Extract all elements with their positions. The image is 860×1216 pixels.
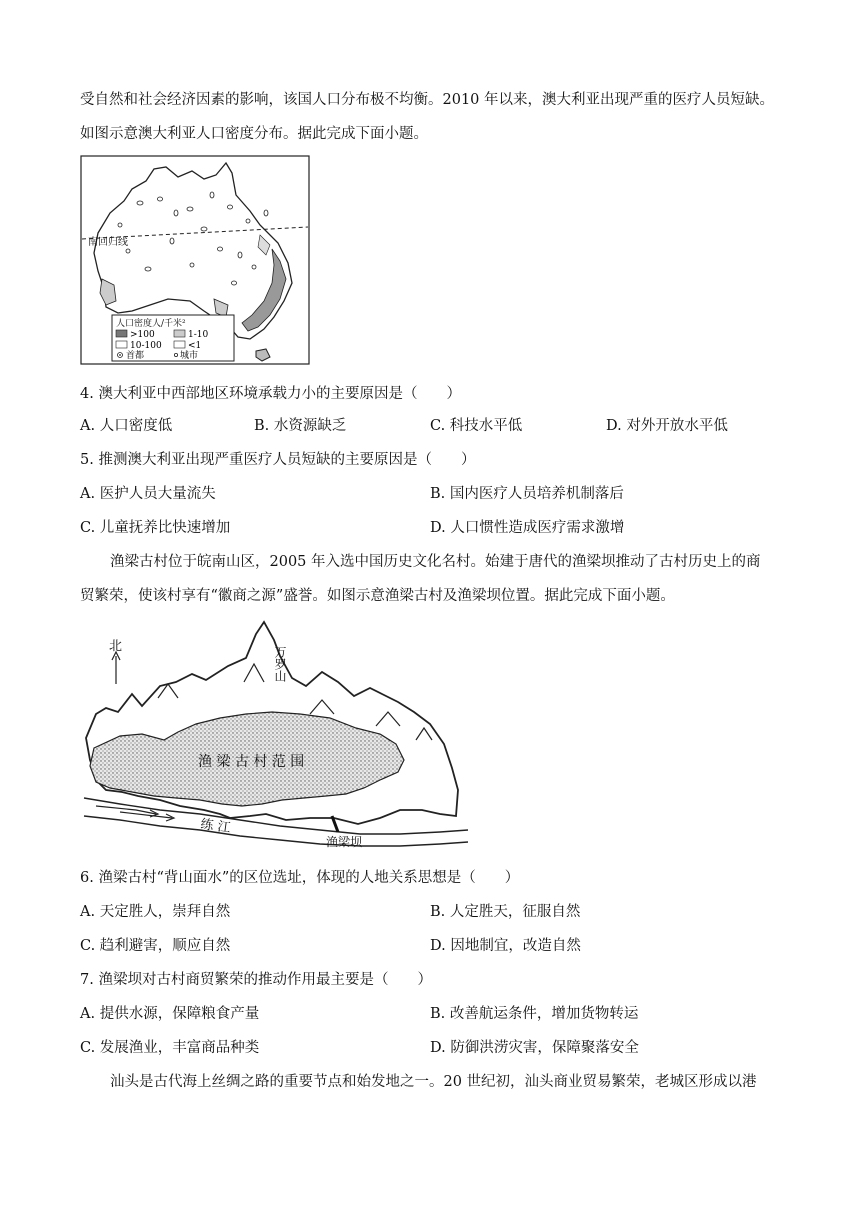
village-label: 渔 梁 古 村 范 围 — [198, 754, 305, 770]
intro-text-line: 渔梁古村位于皖南山区，2005 年入选中国历史文化名村。始建于唐代的渔梁坝推动了古村历史上的商 — [110, 554, 761, 570]
dam-label: 渔梁坝 — [326, 835, 363, 849]
option-b: B. 改善航运条件，增加货物转运 — [430, 1006, 639, 1022]
option-b: B. 人定胜天，征服自然 — [430, 904, 581, 920]
tropic-label: 南回归线 — [88, 237, 128, 248]
option-c: C. 趋利避害，顺应自然 — [80, 938, 231, 954]
option-d: D. 对外开放水平低 — [606, 418, 728, 434]
intro-text-line: 汕头是古代海上丝绸之路的重要节点和始发地之一。20 世纪初，汕头商业贸易繁荣，老城区形成以港 — [110, 1074, 757, 1090]
legend-item: 城市 — [180, 351, 199, 361]
option-a: A. 天定胜人，崇拜自然 — [80, 904, 231, 920]
question-stem: 6. 渔梁古村“背山面水”的区位选址，体现的人地关系思想是（ ） — [80, 870, 520, 886]
option-b: B. 国内医疗人员培养机制落后 — [430, 486, 624, 502]
option-a: A. 人口密度低 — [80, 418, 173, 434]
option-b: B. 水资源缺乏 — [254, 418, 347, 434]
option-d: D. 人口惯性造成医疗需求激增 — [430, 520, 625, 536]
legend-title: 人口密度人/千米² — [116, 319, 186, 329]
australia-density-map — [80, 155, 310, 365]
option-d: D. 防御洪涝灾害，保障聚落安全 — [430, 1040, 639, 1056]
intro-text-line: 如图示意澳大利亚人口密度分布。据此完成下面小题。 — [80, 126, 428, 142]
legend-item: 10-100 — [130, 341, 162, 351]
option-c: C. 科技水平低 — [430, 418, 523, 434]
question-stem: 4. 澳大利亚中西部地区环境承载力小的主要原因是（ ） — [80, 386, 461, 402]
mountain-label: 万罗山 — [273, 646, 287, 682]
option-c: C. 发展渔业，丰富商品种类 — [80, 1040, 260, 1056]
intro-text-line: 贸繁荣，使该村享有“徽商之源”盛誉。如图示意渔梁古村及渔梁坝位置。据此完成下面小题。 — [80, 588, 675, 604]
option-c: C. 儿童抚养比快速增加 — [80, 520, 231, 536]
legend-item: 首都 — [126, 351, 145, 361]
option-a: A. 医护人员大量流失 — [80, 486, 216, 502]
legend-item: >100 — [130, 330, 155, 340]
river-label: 练 江 — [199, 817, 232, 837]
yuliang-village-map — [80, 620, 470, 852]
question-stem: 5. 推测澳大利亚出现严重医疗人员短缺的主要原因是（ ） — [80, 452, 476, 468]
option-a: A. 提供水源，保障粮食产量 — [80, 1006, 260, 1022]
north-label: 北 — [109, 639, 123, 654]
question-stem: 7. 渔梁坝对古村商贸繁荣的推动作用最主要是（ ） — [80, 972, 432, 988]
legend-item: <1 — [188, 341, 202, 351]
option-d: D. 因地制宜，改造自然 — [430, 938, 581, 954]
legend-item: 1-10 — [188, 330, 209, 340]
intro-text-line: 受自然和社会经济因素的影响，该国人口分布极不均衡。2010 年以来，澳大利亚出现严重的医疗人员短缺。 — [80, 92, 775, 108]
